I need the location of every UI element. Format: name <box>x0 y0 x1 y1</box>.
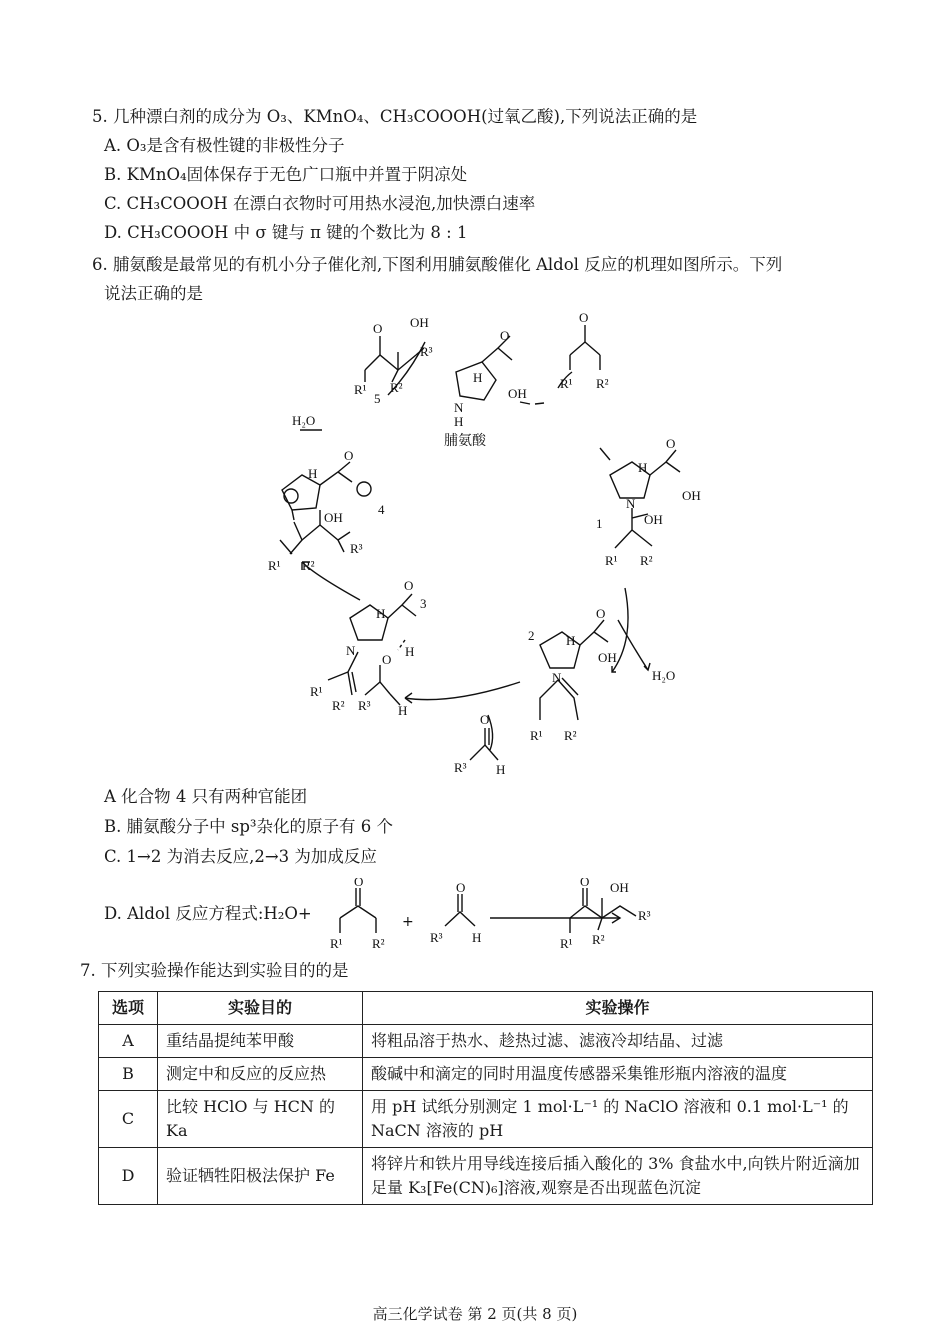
label-c1-o: O <box>666 436 676 451</box>
label-proline-h: H <box>454 414 464 429</box>
label-r3: R³ <box>420 344 433 359</box>
q6-option-d: D. Aldol 反应方程式:H₂O+ <box>104 904 312 923</box>
eq-ald-o: O <box>456 880 466 895</box>
label-4: 4 <box>378 502 385 517</box>
label-c3-n: N <box>346 643 356 658</box>
label-ald-r3: R³ <box>454 760 467 775</box>
q5-option-c: C. CH₃COOOH 在漂白衣物时可用热水浸泡,加快漂白速率 <box>104 194 536 213</box>
label-ketone-r2: R² <box>596 376 609 391</box>
q5-option-a: A. O₃是含有极性键的非极性分子 <box>104 136 345 155</box>
label-o: O <box>373 321 383 336</box>
label-2: 2 <box>528 628 535 643</box>
row-aim: 测定中和反应的反应热 <box>158 1058 363 1091</box>
label-c2-h: H <box>566 633 576 648</box>
label-c1-oh: OH <box>682 488 701 503</box>
label-c1-r2: R² <box>640 553 653 568</box>
label-c3-h: H <box>376 606 386 621</box>
table-row <box>99 1091 873 1148</box>
label-proline-n: N <box>454 400 464 415</box>
q6-option-c: C. 1→2 为消去反应,2→3 为加成反应 <box>104 847 377 866</box>
label-c4-h: H <box>308 466 318 481</box>
label-c1-oh2: OH <box>644 512 663 527</box>
eq-ald-h: H <box>472 930 482 945</box>
label-c1-r1: R¹ <box>605 553 618 568</box>
label-proline-o: O <box>500 328 510 343</box>
aldol-equation <box>330 878 910 958</box>
eq-prod-r2: R² <box>592 932 605 947</box>
label-water-top: H₂O <box>292 413 316 428</box>
label-c1-h: H <box>638 460 648 475</box>
label-c2-oh: OH <box>598 650 617 665</box>
q5-option-b: B. KMnO₄固体保存于无色广口瓶中并置于阴凉处 <box>104 165 468 184</box>
label-c4-r1: R¹ <box>268 558 281 573</box>
label-proline-h2: H <box>473 370 483 385</box>
q6-stem-line1: 6. 脯氨酸是最常见的有机小分子催化剂,下图利用脯氨酸催化 Aldol 反应的机理如图所示。下列 <box>92 255 783 274</box>
q6-option-a: A 化合物 4 只有两种官能团 <box>104 787 308 806</box>
label-c3-r3: R³ <box>358 698 371 713</box>
catalyst-label: 脯氨酸 <box>444 433 486 449</box>
q6-option-b: B. 脯氨酸分子中 sp³杂化的原子有 6 个 <box>104 817 393 836</box>
row-operation: 酸碱中和滴定的同时用温度传感器采集锥形瓶内溶液的温度 <box>363 1058 873 1091</box>
label-c4-oh: OH <box>324 510 343 525</box>
table-row <box>99 1025 873 1058</box>
table-row <box>99 1148 873 1205</box>
label-c3-o2: O <box>382 652 392 667</box>
q5-option-d: D. CH₃COOOH 中 σ 键与 π 键的个数比为 8 : 1 <box>104 223 468 242</box>
label-c3-h3: H <box>398 703 408 718</box>
label-r2: R² <box>390 380 403 395</box>
label-c2-r2: R² <box>564 728 577 743</box>
row-operation: 用 pH 试纸分别测定 1 mol·L⁻¹ 的 NaClO 溶液和 0.1 mol·L⁻¹ 的 NaCN 溶液的 pH <box>363 1091 873 1148</box>
row-option: B <box>99 1058 158 1091</box>
q7-stem: 7. 下列实验操作能达到实验目的的是 <box>80 961 349 980</box>
label-proline-oh: OH <box>508 386 527 401</box>
q6-stem-line2: 说法正确的是 <box>104 284 203 303</box>
row-operation: 将粗品溶于热水、趁热过滤、滤液冷却结晶、过滤 <box>363 1025 873 1058</box>
label-c3-o: O <box>404 578 414 593</box>
label-5: 5 <box>374 391 381 406</box>
label-water-right: H₂O <box>652 668 676 683</box>
eq-prod-o: O <box>580 878 590 889</box>
label-ketone-r1: R¹ <box>560 376 573 391</box>
aldol-mechanism-diagram <box>240 300 900 790</box>
row-aim: 验证牺牲阳极法保护 Fe <box>158 1148 363 1205</box>
eq-r1: R¹ <box>330 936 343 951</box>
eq-plus: + <box>402 914 414 930</box>
label-r1: R¹ <box>354 382 367 397</box>
label-c4-r2: R² <box>302 558 315 573</box>
table-row <box>99 1058 873 1091</box>
label-c3-r2: R² <box>332 698 345 713</box>
label-c1-n: N <box>626 496 636 511</box>
table-header-row <box>99 992 873 1025</box>
eq-prod-oh: OH <box>610 880 629 895</box>
eq-prod-r1: R¹ <box>560 936 573 951</box>
label-c2-r1: R¹ <box>530 728 543 743</box>
label-ald-h: H <box>496 762 506 777</box>
row-aim: 比较 HClO 与 HCN 的 Ka <box>158 1091 363 1148</box>
label-c4-o: O <box>344 448 354 463</box>
row-aim: 重结晶提纯苯甲酸 <box>158 1025 363 1058</box>
eq-ald-r3: R³ <box>430 930 443 945</box>
row-operation: 将锌片和铁片用导线连接后插入酸化的 3% 食盐水中,向铁片附近滴加足量 K₃[Fe(CN)₆]溶液,观察是否出现蓝色沉淀 <box>363 1148 873 1205</box>
label-c3-h2: H <box>405 644 415 659</box>
eq-prod-r3: R³ <box>638 908 651 923</box>
header-aim: 实验目的 <box>158 992 363 1025</box>
row-option: A <box>99 1025 158 1058</box>
label-c2-o: O <box>596 606 606 621</box>
row-option: C <box>99 1091 158 1148</box>
label-ketone-o: O <box>579 310 589 325</box>
page-footer: 高三化学试卷 第 2 页(共 8 页) <box>372 1305 578 1323</box>
label-c2-n: N <box>552 670 562 685</box>
row-option: D <box>99 1148 158 1205</box>
label-ald-o: O <box>480 712 490 727</box>
q5-stem: 5. 几种漂白剂的成分为 O₃、KMnO₄、CH₃COOOH(过氧乙酸),下列说法正确的是 <box>92 107 698 126</box>
label-1: 1 <box>596 516 603 531</box>
label-c3-r1: R¹ <box>310 684 323 699</box>
label-c4-r3: R³ <box>350 541 363 556</box>
experiment-table <box>98 991 873 1205</box>
header-option: 选项 <box>99 992 158 1025</box>
label-oh: OH <box>410 315 429 330</box>
eq-ketone-o: O <box>354 878 364 889</box>
header-operation: 实验操作 <box>363 992 873 1025</box>
eq-r2: R² <box>372 936 385 951</box>
label-3: 3 <box>420 596 427 611</box>
